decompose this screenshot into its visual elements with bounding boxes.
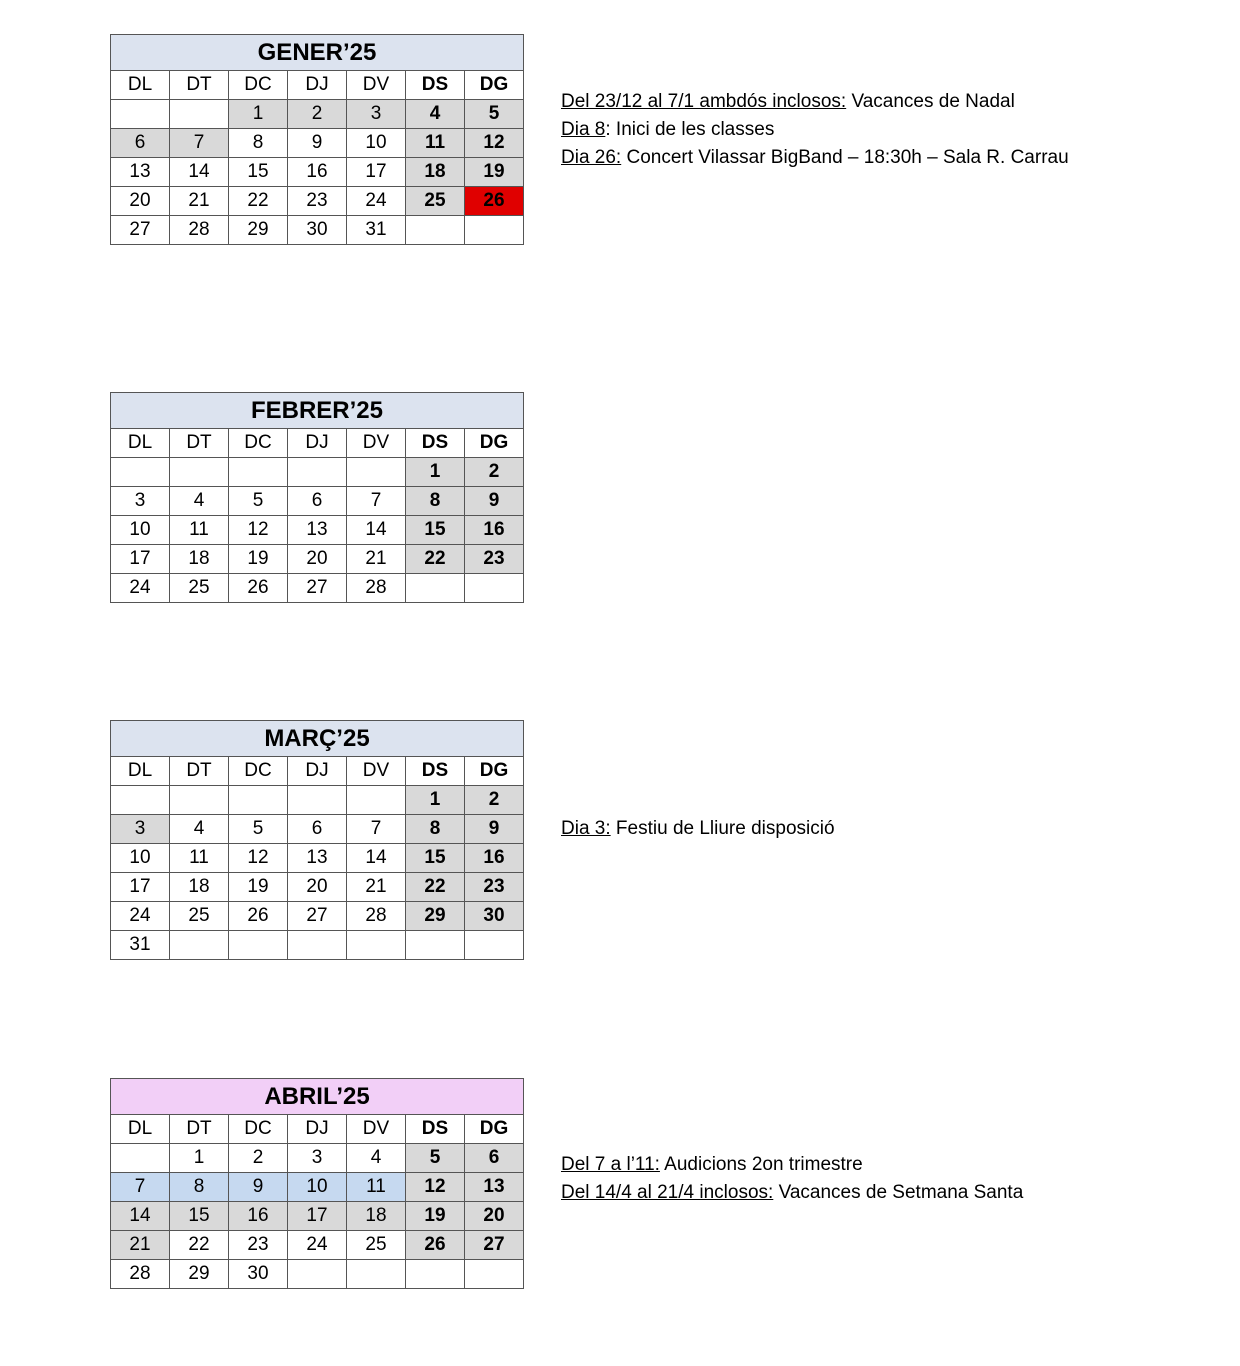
week-row: [111, 129, 524, 158]
day-cell: [170, 931, 229, 960]
day-cell: 29: [406, 902, 465, 931]
notes-abril: [561, 1151, 1023, 1207]
day-cell: 22: [229, 187, 288, 216]
day-cell: 3: [347, 100, 406, 129]
day-cell: 6: [288, 815, 347, 844]
note-text: Festiu de Lliure disposició: [610, 818, 835, 839]
day-cell: 25: [406, 187, 465, 216]
day-cell: 23: [288, 187, 347, 216]
weekday: DJ: [288, 429, 347, 458]
day-cell: [288, 931, 347, 960]
note-line: [561, 815, 835, 843]
week-row: [111, 516, 524, 545]
day-cell: 10: [347, 129, 406, 158]
day-cell: 27: [111, 216, 170, 245]
week-row: [111, 931, 524, 960]
day-cell: 22: [406, 873, 465, 902]
day-cell: 27: [465, 1231, 524, 1260]
day-cell: 11: [170, 844, 229, 873]
day-cell: 22: [170, 1231, 229, 1260]
note-text: Concert Vilassar BigBand – 18:30h – Sala R. Carrau: [621, 147, 1069, 168]
week-row: [111, 458, 524, 487]
weekday: DL: [111, 71, 170, 100]
day-cell: 26: [406, 1231, 465, 1260]
note-label: Del 7 a l’11:: [561, 1154, 660, 1175]
day-cell: 19: [229, 545, 288, 574]
day-cell: 11: [170, 516, 229, 545]
day-cell: 7: [347, 487, 406, 516]
week-row: [111, 158, 524, 187]
note-line: [561, 1151, 1023, 1179]
day-cell: 16: [465, 844, 524, 873]
day-cell: 5: [229, 487, 288, 516]
day-cell: 28: [347, 902, 406, 931]
day-cell: [229, 458, 288, 487]
weekday-header: [111, 757, 524, 786]
day-cell: 25: [170, 574, 229, 603]
day-cell-concert: 26: [465, 187, 524, 216]
week-row: [111, 873, 524, 902]
day-cell: [229, 786, 288, 815]
day-cell: 24: [111, 902, 170, 931]
weekday: DT: [170, 1115, 229, 1144]
day-cell: 20: [288, 545, 347, 574]
week-row: [111, 902, 524, 931]
week-row: [111, 1202, 524, 1231]
day-cell: 7: [347, 815, 406, 844]
day-cell-audition: 7: [111, 1173, 170, 1202]
day-cell: 30: [288, 216, 347, 245]
day-cell: [170, 100, 229, 129]
day-cell: [465, 1260, 524, 1289]
day-cell: 25: [170, 902, 229, 931]
day-cell: 18: [406, 158, 465, 187]
day-cell: [347, 786, 406, 815]
note-line: [561, 144, 1069, 172]
day-cell: 4: [170, 815, 229, 844]
day-cell: [288, 1260, 347, 1289]
weekday: DS: [406, 429, 465, 458]
day-cell: 29: [229, 216, 288, 245]
weekday: DV: [347, 429, 406, 458]
weekday: DJ: [288, 1115, 347, 1144]
calendar-abril: [110, 1078, 524, 1289]
day-cell: 18: [347, 1202, 406, 1231]
week-row: [111, 1231, 524, 1260]
day-cell: [111, 100, 170, 129]
day-cell: 12: [465, 129, 524, 158]
day-cell: [465, 931, 524, 960]
weekday: DG: [465, 71, 524, 100]
day-cell: 6: [465, 1144, 524, 1173]
day-cell: 19: [465, 158, 524, 187]
day-cell: 22: [406, 545, 465, 574]
weekday: DC: [229, 71, 288, 100]
day-cell: 23: [229, 1231, 288, 1260]
day-cell: [347, 1260, 406, 1289]
week-row: [111, 844, 524, 873]
day-cell: 17: [288, 1202, 347, 1231]
day-cell: [229, 931, 288, 960]
day-cell-audition: 9: [229, 1173, 288, 1202]
day-cell: [111, 1144, 170, 1173]
day-cell: 16: [288, 158, 347, 187]
note-label: Del 14/4 al 21/4 inclosos:: [561, 1182, 774, 1203]
day-cell: 21: [170, 187, 229, 216]
day-cell: 9: [465, 815, 524, 844]
weekday-header: [111, 71, 524, 100]
note-label: Dia 3:: [561, 818, 611, 839]
day-cell: 21: [111, 1231, 170, 1260]
day-cell: 15: [406, 844, 465, 873]
day-cell: 1: [406, 458, 465, 487]
day-cell: 17: [347, 158, 406, 187]
day-cell: 3: [111, 487, 170, 516]
week-row: [111, 487, 524, 516]
week-row: [111, 786, 524, 815]
day-cell: 18: [170, 873, 229, 902]
day-cell: 31: [111, 931, 170, 960]
day-cell: [288, 458, 347, 487]
weekday: DT: [170, 429, 229, 458]
day-cell: 4: [347, 1144, 406, 1173]
weekday: DT: [170, 757, 229, 786]
day-cell: 7: [170, 129, 229, 158]
day-cell: 5: [229, 815, 288, 844]
day-cell: 13: [288, 844, 347, 873]
weekday: DS: [406, 757, 465, 786]
day-cell: 20: [465, 1202, 524, 1231]
day-cell-audition: 11: [347, 1173, 406, 1202]
weekday: DS: [406, 1115, 465, 1144]
day-cell: 4: [170, 487, 229, 516]
weekday: DL: [111, 1115, 170, 1144]
day-cell: 24: [347, 187, 406, 216]
calendar-marc: [110, 720, 524, 960]
weekday: DL: [111, 757, 170, 786]
day-cell: 2: [465, 786, 524, 815]
weekday: DL: [111, 429, 170, 458]
week-row: [111, 574, 524, 603]
week-row: [111, 187, 524, 216]
weekday: DC: [229, 757, 288, 786]
note-label: Del 23/12 al 7/1 ambdós inclosos:: [561, 91, 847, 112]
day-cell: [347, 931, 406, 960]
day-cell: [465, 216, 524, 245]
month-title: ABRIL’25: [111, 1079, 524, 1115]
day-cell: 5: [406, 1144, 465, 1173]
day-cell: 17: [111, 873, 170, 902]
weekday: DG: [465, 429, 524, 458]
weekday: DG: [465, 757, 524, 786]
day-cell: 15: [406, 516, 465, 545]
week-row: [111, 1173, 524, 1202]
note-line: [561, 88, 1069, 116]
day-cell: 26: [229, 574, 288, 603]
weekday: DJ: [288, 757, 347, 786]
note-text: Audicions 2on trimestre: [659, 1154, 863, 1175]
day-cell: 18: [170, 545, 229, 574]
day-cell: 17: [111, 545, 170, 574]
weekday: DV: [347, 71, 406, 100]
week-row: [111, 100, 524, 129]
weekday-header: [111, 1115, 524, 1144]
weekday: DT: [170, 71, 229, 100]
day-cell: 12: [229, 844, 288, 873]
day-cell: 9: [288, 129, 347, 158]
note-label: Dia 8: [561, 119, 606, 140]
day-cell: 25: [347, 1231, 406, 1260]
day-cell: 12: [229, 516, 288, 545]
day-cell: [406, 574, 465, 603]
day-cell: 6: [288, 487, 347, 516]
day-cell: 23: [465, 873, 524, 902]
day-cell: 13: [465, 1173, 524, 1202]
day-cell-audition: 8: [170, 1173, 229, 1202]
day-cell: 15: [229, 158, 288, 187]
day-cell: 19: [406, 1202, 465, 1231]
month-title: GENER’25: [111, 35, 524, 71]
day-cell: [170, 458, 229, 487]
day-cell: [406, 216, 465, 245]
day-cell: [111, 458, 170, 487]
day-cell: 8: [406, 487, 465, 516]
weekday: DC: [229, 1115, 288, 1144]
day-cell: 16: [465, 516, 524, 545]
weekday: DV: [347, 1115, 406, 1144]
day-cell: 10: [111, 844, 170, 873]
notes-gener: [561, 88, 1069, 172]
day-cell: 16: [229, 1202, 288, 1231]
day-cell: 2: [288, 100, 347, 129]
day-cell: 1: [170, 1144, 229, 1173]
day-cell: 14: [111, 1202, 170, 1231]
note-text: Vacances de Setmana Santa: [773, 1182, 1024, 1203]
day-cell: 1: [406, 786, 465, 815]
weekday: DV: [347, 757, 406, 786]
day-cell: 13: [111, 158, 170, 187]
day-cell: 26: [229, 902, 288, 931]
day-cell: 6: [111, 129, 170, 158]
day-cell: 5: [465, 100, 524, 129]
day-cell: 19: [229, 873, 288, 902]
day-cell: 8: [406, 815, 465, 844]
month-title: MARÇ’25: [111, 721, 524, 757]
day-cell: 14: [347, 516, 406, 545]
week-row: [111, 545, 524, 574]
day-cell: 3: [288, 1144, 347, 1173]
note-text: : Inici de les classes: [605, 119, 775, 140]
calendar-gener: [110, 34, 524, 245]
day-cell: [170, 786, 229, 815]
day-cell: 28: [347, 574, 406, 603]
day-cell: 24: [288, 1231, 347, 1260]
day-cell: 14: [347, 844, 406, 873]
day-cell: 3: [111, 815, 170, 844]
day-cell: 15: [170, 1202, 229, 1231]
day-cell: 23: [465, 545, 524, 574]
weekday: DC: [229, 429, 288, 458]
note-line: [561, 116, 1069, 144]
weekday-header: [111, 429, 524, 458]
day-cell: 27: [288, 574, 347, 603]
day-cell: [406, 931, 465, 960]
day-cell: [288, 786, 347, 815]
day-cell: 29: [170, 1260, 229, 1289]
day-cell: 30: [465, 902, 524, 931]
day-cell: [465, 574, 524, 603]
month-title: FEBRER’25: [111, 393, 524, 429]
day-cell: [347, 458, 406, 487]
day-cell: 14: [170, 158, 229, 187]
week-row: [111, 216, 524, 245]
weekday: DS: [406, 71, 465, 100]
day-cell: 11: [406, 129, 465, 158]
calendar-febrer: [110, 392, 524, 603]
note-label: Dia 26:: [561, 147, 622, 168]
week-row: [111, 815, 524, 844]
day-cell: 12: [406, 1173, 465, 1202]
day-cell: 9: [465, 487, 524, 516]
notes-marc: [561, 815, 835, 843]
weekday: DG: [465, 1115, 524, 1144]
note-text: Vacances de Nadal: [846, 91, 1015, 112]
day-cell: 8: [229, 129, 288, 158]
day-cell: [406, 1260, 465, 1289]
day-cell: 21: [347, 873, 406, 902]
day-cell: 30: [229, 1260, 288, 1289]
day-cell: 10: [111, 516, 170, 545]
day-cell: 20: [111, 187, 170, 216]
day-cell: 24: [111, 574, 170, 603]
day-cell: 20: [288, 873, 347, 902]
day-cell: 1: [229, 100, 288, 129]
day-cell: 13: [288, 516, 347, 545]
day-cell: [111, 786, 170, 815]
day-cell: 31: [347, 216, 406, 245]
day-cell: 28: [111, 1260, 170, 1289]
weekday: DJ: [288, 71, 347, 100]
note-line: [561, 1179, 1023, 1207]
day-cell: 4: [406, 100, 465, 129]
day-cell: 28: [170, 216, 229, 245]
day-cell: 21: [347, 545, 406, 574]
week-row: [111, 1260, 524, 1289]
day-cell: 27: [288, 902, 347, 931]
day-cell-audition: 10: [288, 1173, 347, 1202]
day-cell: 2: [229, 1144, 288, 1173]
day-cell: 2: [465, 458, 524, 487]
week-row: [111, 1144, 524, 1173]
